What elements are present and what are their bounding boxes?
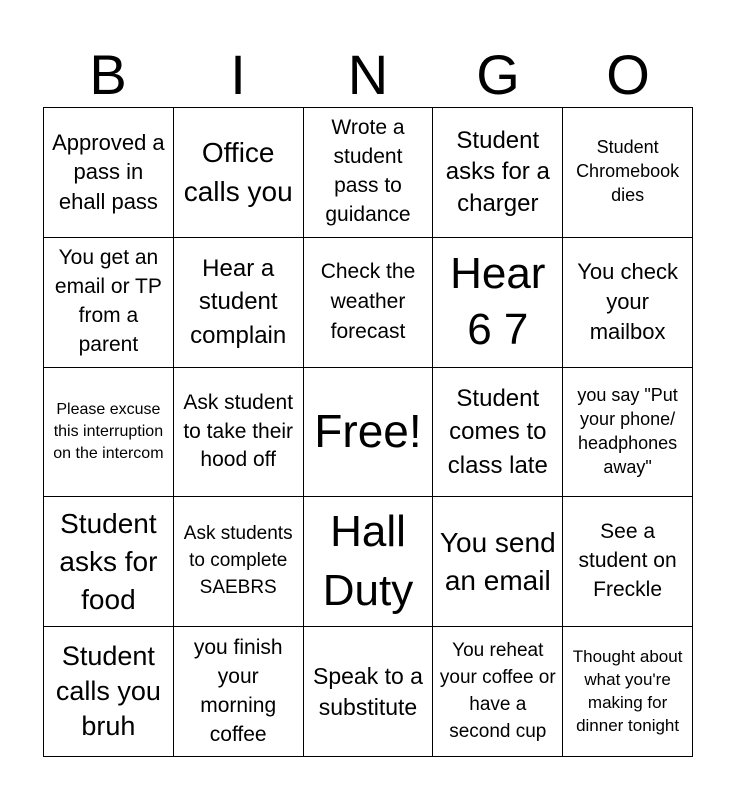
header-letter-o: O [606,43,650,106]
bingo-card-grid [43,107,693,757]
bingo-cell-text: You get an email or TP from a parent [54,246,162,357]
bingo-cell-text: you say "Put your phone/ headphones away" [577,385,678,477]
bingo-cell-text: Student comes to class late [447,385,548,479]
bingo-cell[interactable] [563,497,693,627]
bingo-cell[interactable] [304,497,434,627]
header-letter-n: N [347,43,389,106]
bingo-cell-text: Speak to a substitute [313,662,423,720]
bingo-cell[interactable] [563,368,693,498]
bingo-cell[interactable] [174,368,304,498]
bingo-cell[interactable] [44,497,174,627]
bingo-cell-text: you finish your morning coffee [193,635,283,746]
bingo-cell[interactable] [563,108,693,238]
bingo-cell-text: Please excuse this interruption on the intercom [53,400,164,463]
bingo-cell[interactable] [174,108,304,238]
bingo-cell[interactable] [44,627,174,757]
bingo-cell-text: Hear 6 7 [450,249,546,355]
header-letter-i: I [230,43,246,106]
bingo-cell[interactable] [304,368,434,498]
bingo-cell[interactable] [304,238,434,368]
bingo-cell-text: You check your mailbox [577,259,678,345]
bingo-header [43,44,693,106]
bingo-cell-text: Check the weather forecast [320,260,416,344]
bingo-cell[interactable] [174,238,304,368]
bingo-cell-text: Ask students to complete SAEBRS [183,523,293,599]
header-letter-b: B [89,43,127,106]
bingo-cell-text: Thought about what you're making for dinner tonight [572,646,683,735]
bingo-cell[interactable] [433,368,563,498]
bingo-cell-text: Hear a student complain [190,254,287,349]
bingo-cell-text: Student asks for food [59,507,158,615]
bingo-cell-text: Wrote a student pass to guidance [325,116,411,227]
bingo-cell[interactable] [304,108,434,238]
bingo-cell-text: Student asks for a charger [445,126,550,218]
bingo-cell-text: Hall Duty [322,506,414,615]
bingo-cell[interactable] [433,627,563,757]
bingo-cell-text: You reheat your coffee or have a second cup [439,639,556,742]
bingo-cell[interactable] [44,368,174,498]
bingo-cell-text: Student Chromebook dies [576,137,680,206]
bingo-cell-text: Office calls you [183,137,293,208]
header-letter-g: G [476,43,520,106]
bingo-cell-text: See a student on Freckle [578,520,677,602]
bingo-cell-text: Approved a pass in ehall pass [52,129,165,215]
bingo-cell[interactable] [44,108,174,238]
bingo-cell[interactable] [433,108,563,238]
bingo-cell-text: You send an email [439,526,556,596]
bingo-cell-text: Ask student to take their hood off [183,390,294,472]
bingo-cell[interactable] [563,238,693,368]
bingo-cell[interactable] [44,238,174,368]
bingo-cell[interactable] [433,238,563,368]
bingo-cell[interactable] [174,497,304,627]
bingo-cell[interactable] [174,627,304,757]
bingo-cell[interactable] [433,497,563,627]
bingo-cell-text: Free! [314,405,422,458]
bingo-cell[interactable] [563,627,693,757]
bingo-cell[interactable] [304,627,434,757]
bingo-cell-text: Student calls you bruh [55,640,161,742]
